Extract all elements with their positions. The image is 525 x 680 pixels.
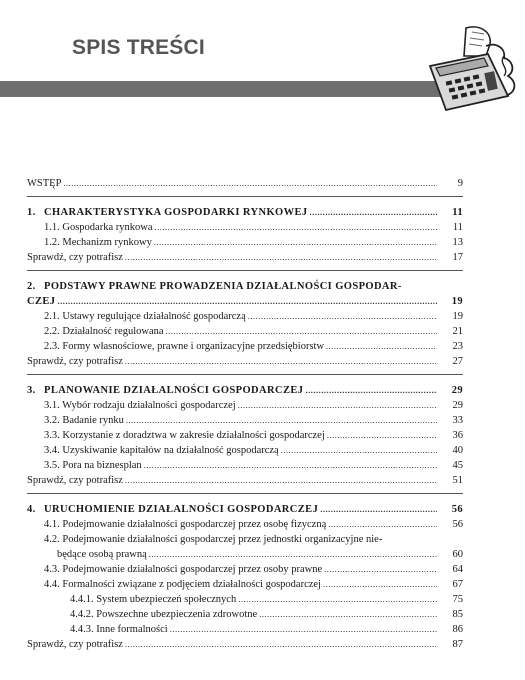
toc-entry-continued[interactable] (27, 547, 463, 562)
dot-leader (170, 622, 437, 637)
toc-page-number: 67 (452, 579, 463, 590)
toc-entry[interactable] (27, 309, 463, 324)
dot-leader (154, 235, 437, 250)
toc-page-number: 27 (452, 356, 463, 367)
dot-leader (144, 458, 437, 473)
dot-leader (125, 473, 437, 488)
dot-leader (238, 398, 437, 413)
toc-page-number: 40 (452, 445, 463, 456)
dot-leader (125, 354, 437, 369)
toc-chapter-2-continued[interactable] (27, 294, 463, 309)
toc-entry[interactable] (27, 517, 463, 532)
toc-entry-label: 1.2. Mechanizm rynkowy (44, 237, 152, 248)
toc-entry-label-continued: będące osobą prawną (57, 549, 147, 560)
toc-entry-label: 2.1. Ustawy regulujące działalność gospodarczą (44, 311, 246, 322)
toc-page-number: 85 (452, 609, 463, 620)
page-title: SPIS TREŚCI (72, 36, 205, 59)
toc-page-number: 45 (452, 460, 463, 471)
dot-leader (320, 502, 437, 517)
toc-entry[interactable] (27, 428, 463, 443)
section-divider (27, 493, 463, 494)
dot-leader (326, 339, 437, 354)
toc-page-number: 51 (452, 475, 463, 486)
toc-page-number: 19 (452, 311, 463, 322)
chapter-number: 4. (27, 504, 36, 515)
toc-page-number: 86 (452, 624, 463, 635)
chapter-title: PLANOWANIE DZIAŁALNOŚCI GOSPODARCZEJ (44, 385, 304, 396)
toc-entry-label: 3.1. Wybór rodzaju działalności gospodarczej (44, 400, 236, 411)
section-divider (27, 196, 463, 197)
toc-entry-label: 2.3. Formy własnościowe, prawne i organizacyjne przedsiębiorstw (44, 341, 325, 352)
dot-leader (328, 517, 437, 532)
toc-chapter-4[interactable] (27, 502, 463, 517)
dot-leader (125, 637, 437, 652)
toc-entry[interactable] (27, 577, 463, 592)
toc-entry-review[interactable] (27, 250, 463, 265)
dot-leader (259, 607, 437, 622)
toc-entry-label: Sprawdź, czy potrafisz (27, 475, 123, 486)
toc-entry[interactable] (27, 443, 463, 458)
dot-leader (324, 562, 437, 577)
dot-leader (323, 577, 437, 592)
toc-entry-review[interactable] (27, 473, 463, 488)
toc-entry-wrapped[interactable] (27, 532, 463, 547)
toc-page-number: 9 (457, 178, 463, 189)
toc-entry-intro[interactable] (27, 176, 463, 191)
toc-page-number: 11 (452, 222, 463, 233)
toc-page-number: 64 (452, 564, 463, 575)
toc-page-number: 19 (451, 296, 463, 307)
chapter-number: 3. (27, 385, 36, 396)
toc-chapter-3[interactable] (27, 383, 463, 398)
toc-entry-label: 1.1. Gospodarka rynkowa (44, 222, 153, 233)
toc-entry-label: Sprawdź, czy potrafisz (27, 356, 123, 367)
toc-entry[interactable] (27, 324, 463, 339)
toc-entry[interactable] (27, 562, 463, 577)
dot-leader (166, 324, 437, 339)
toc-page-number: 60 (452, 549, 463, 560)
toc-page-number: 33 (452, 415, 463, 426)
toc-page-number: 13 (452, 237, 463, 248)
dot-leader (238, 592, 437, 607)
toc-entry[interactable] (27, 235, 463, 250)
toc-entry[interactable] (27, 339, 463, 354)
chapter-title-continued: CZEJ (27, 296, 56, 307)
toc-entry[interactable] (27, 592, 463, 607)
toc-page-number: 21 (452, 326, 463, 337)
dot-leader (305, 383, 437, 398)
toc-page-number: 75 (452, 594, 463, 605)
toc-entry-label: 3.2. Badanie rynku (44, 415, 124, 426)
toc-entry-label: 4.2. Podejmowanie działalności gospodarczej przez jednostki organizacyjne nie- (44, 534, 383, 545)
dot-leader (310, 205, 437, 220)
toc-entry-label: 2.2. Działalność regulowana (44, 326, 164, 337)
toc-entry-label: 4.4. Formalności związane z podjęciem działalności gospodarczej (44, 579, 321, 590)
toc-page-number: 17 (452, 252, 463, 263)
dot-leader (63, 176, 437, 191)
toc-entry[interactable] (27, 413, 463, 428)
dot-leader (327, 428, 437, 443)
toc-page-number: 29 (451, 385, 463, 396)
toc-entry-label: WSTĘP (27, 178, 62, 189)
toc-entry-label: 3.5. Pora na biznesplan (44, 460, 142, 471)
chapter-title: PODSTAWY PRAWNE PROWADZENIA DZIAŁALNOŚCI GOSPODAR- (44, 281, 402, 292)
toc-page-number: 56 (451, 504, 463, 515)
dot-leader (281, 443, 437, 458)
dot-leader (57, 294, 437, 309)
toc-page-number: 29 (452, 400, 463, 411)
header-band (0, 81, 460, 97)
table-of-contents (27, 176, 463, 652)
toc-page-number: 23 (452, 341, 463, 352)
dot-leader (248, 309, 437, 324)
toc-page-number: 11 (452, 207, 463, 218)
toc-page-number: 87 (452, 639, 463, 650)
toc-entry[interactable] (27, 607, 463, 622)
toc-page-number: 56 (452, 519, 463, 530)
toc-entry[interactable] (27, 622, 463, 637)
toc-entry-label: 4.4.2. Powszechne ubezpieczenia zdrowotne (70, 609, 258, 620)
chapter-title: URUCHOMIENIE DZIAŁALNOŚCI GOSPODARCZEJ (44, 504, 319, 515)
toc-page-number: 36 (452, 430, 463, 441)
chapter-number: 1. (27, 207, 36, 218)
dot-leader (126, 413, 437, 428)
toc-chapter-2[interactable] (27, 279, 463, 294)
toc-entry-review[interactable] (27, 637, 463, 652)
toc-chapter-1[interactable] (27, 205, 463, 220)
dot-leader (154, 220, 437, 235)
chapter-number: 2. (27, 281, 36, 292)
chapter-title: CHARAKTERYSTYKA GOSPODARKI RYNKOWEJ (44, 207, 308, 218)
toc-entry-review[interactable] (27, 354, 463, 369)
dot-leader (125, 250, 437, 265)
toc-entry-label: 3.4. Uzyskiwanie kapitałów na działalność gospodarczą (44, 445, 279, 456)
toc-entry[interactable] (27, 398, 463, 413)
toc-entry-label: 4.4.1. System ubezpieczeń społecznych (70, 594, 237, 605)
calculator-illustration (424, 26, 522, 114)
dot-leader (149, 547, 437, 562)
toc-entry-label: 4.3. Podejmowanie działalności gospodarczej przez osoby prawne (44, 564, 323, 575)
toc-entry[interactable] (27, 458, 463, 473)
toc-entry-label: 4.4.3. Inne formalności (70, 624, 168, 635)
toc-entry[interactable] (27, 220, 463, 235)
section-divider (27, 270, 463, 271)
toc-entry-label: 4.1. Podejmowanie działalności gospodarczej przez osobę fizyczną (44, 519, 327, 530)
toc-entry-label: Sprawdź, czy potrafisz (27, 639, 123, 650)
toc-entry-label: 3.3. Korzystanie z doradztwa w zakresie działalności gospodarczej (44, 430, 325, 441)
toc-entry-label: Sprawdź, czy potrafisz (27, 252, 123, 263)
section-divider (27, 374, 463, 375)
